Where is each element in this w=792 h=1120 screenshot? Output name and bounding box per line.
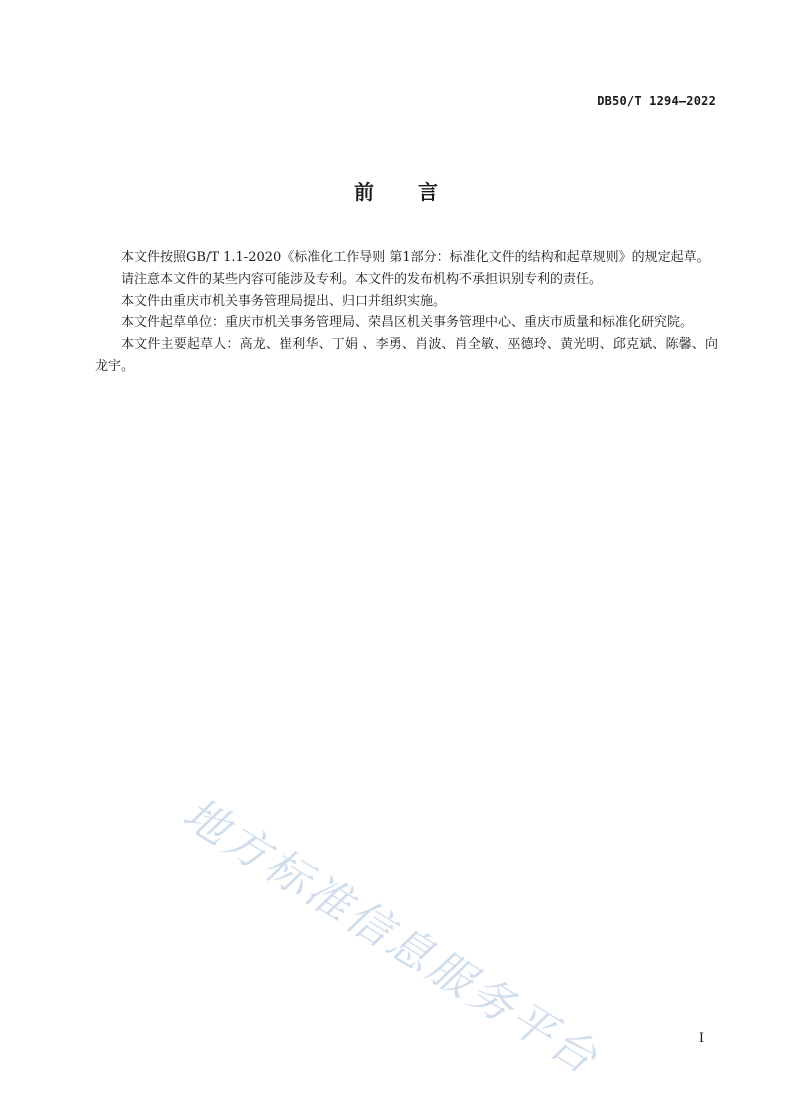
paragraph-drafting-rules: 本文件按照GB/T 1.1-2020《标准化工作导则 第1部分：标准化文件的结构和起草规则》的规定起草。 bbox=[121, 250, 710, 265]
paragraph-proposer: 本文件由重庆市机关事务管理局提出、归口并组织实施。 bbox=[121, 293, 447, 309]
watermark: 地方标准信息服务平台 bbox=[174, 788, 609, 1086]
foreword-body bbox=[95, 247, 718, 378]
paragraph-drafting-units: 本文件起草单位：重庆市机关事务管理局、荣昌区机关事务管理中心、重庆市质量和标准化研究院。 bbox=[121, 315, 694, 331]
paragraph-drafters: 本文件主要起草人：高龙、崔利华、丁娟 、李勇、肖波、肖全敏、巫德玲、黄光明、邱克斌、陈馨、向龙宇。 bbox=[95, 337, 718, 374]
page-title: 前言 bbox=[354, 180, 482, 204]
paragraph-patent-notice: 请注意本文件的某些内容可能涉及专利。本文件的发布机构不承担识别专利的责任。 bbox=[121, 271, 603, 287]
document-code: DB50/T 1294—2022 bbox=[597, 94, 716, 108]
page-number: I bbox=[698, 1031, 704, 1046]
